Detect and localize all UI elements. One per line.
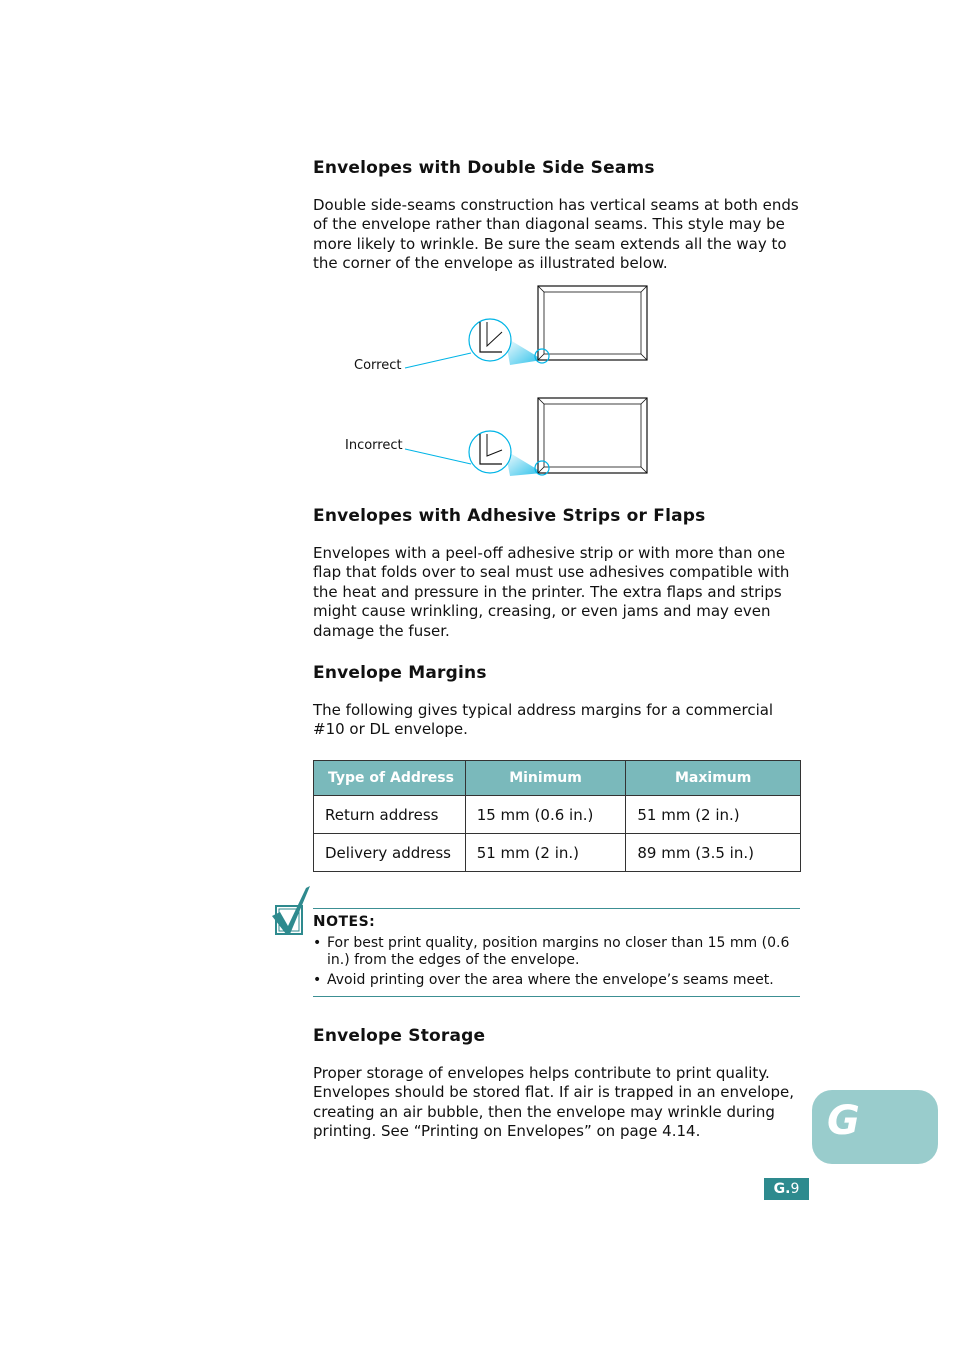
incorrect-envelope-illustration	[405, 398, 647, 476]
table-row	[314, 834, 801, 872]
heading-adhesive-strips: Envelopes with Adhesive Strips or Flaps	[313, 506, 706, 526]
table-header-maximum: Maximum	[626, 761, 801, 796]
table-cell: 51 mm (2 in.)	[626, 796, 801, 834]
table-cell: 15 mm (0.6 in.)	[465, 796, 626, 834]
notes-bottom-rule	[313, 996, 800, 997]
table-cell: Return address	[314, 796, 466, 834]
notes-top-rule	[313, 908, 800, 909]
heading-envelope-margins: Envelope Margins	[313, 663, 487, 683]
correct-envelope-illustration	[405, 286, 647, 368]
envelope-margins-table	[313, 760, 801, 872]
notes-title: NOTES:	[313, 912, 376, 930]
table-header-minimum: Minimum	[465, 761, 626, 796]
table-cell: 51 mm (2 in.)	[465, 834, 626, 872]
correct-label: Correct	[354, 358, 402, 373]
table-header-type: Type of Address	[314, 761, 466, 796]
chapter-letter: G	[827, 1098, 860, 1144]
heading-double-side-seams: Envelopes with Double Side Seams	[313, 158, 655, 178]
paragraph-envelope-margins: The following gives typical address margins for a commercial #10 or DL envelope.	[313, 701, 774, 739]
paragraph-double-side-seams: Double side-seams construction has vertical seams at both ends of the envelope rather than diagonal seams. This style may be more likely to wrinkle. Be sure the seam extends all the way to the corner of the envelope as illustrated below.	[313, 196, 799, 273]
incorrect-label: Incorrect	[345, 438, 403, 453]
table-row	[314, 796, 801, 834]
note-item: • For best print quality, position margins no closer than 15 mm (0.6 in.) from the edges of the envelope.	[313, 935, 790, 968]
note-item: • Avoid printing over the area where the envelope’s seams meet.	[313, 972, 774, 988]
paragraph-envelope-storage: Proper storage of envelopes helps contribute to print quality. Envelopes should be stored flat. If air is trapped in an envelope, creating an air bubble, then the envelope may wrinkle during printing. See “Printing on Envelopes” on page 4.14.	[313, 1064, 794, 1141]
checkmark-icon	[268, 884, 314, 938]
chapter-tab	[812, 1090, 938, 1164]
envelope-seam-diagram	[330, 280, 660, 485]
page-number-badge: G.9	[764, 1178, 809, 1200]
table-cell: 89 mm (3.5 in.)	[626, 834, 801, 872]
heading-envelope-storage: Envelope Storage	[313, 1026, 486, 1046]
table-cell: Delivery address	[314, 834, 466, 872]
table-header-row	[314, 761, 801, 796]
paragraph-adhesive-strips: Envelopes with a peel-off adhesive strip or with more than one flap that folds over to seal must use adhesives compatible with the heat and pressure in the printer. The extra flaps and strips might cause wrinkling, creasing, or even jams and may even damage the fuser.	[313, 544, 790, 640]
